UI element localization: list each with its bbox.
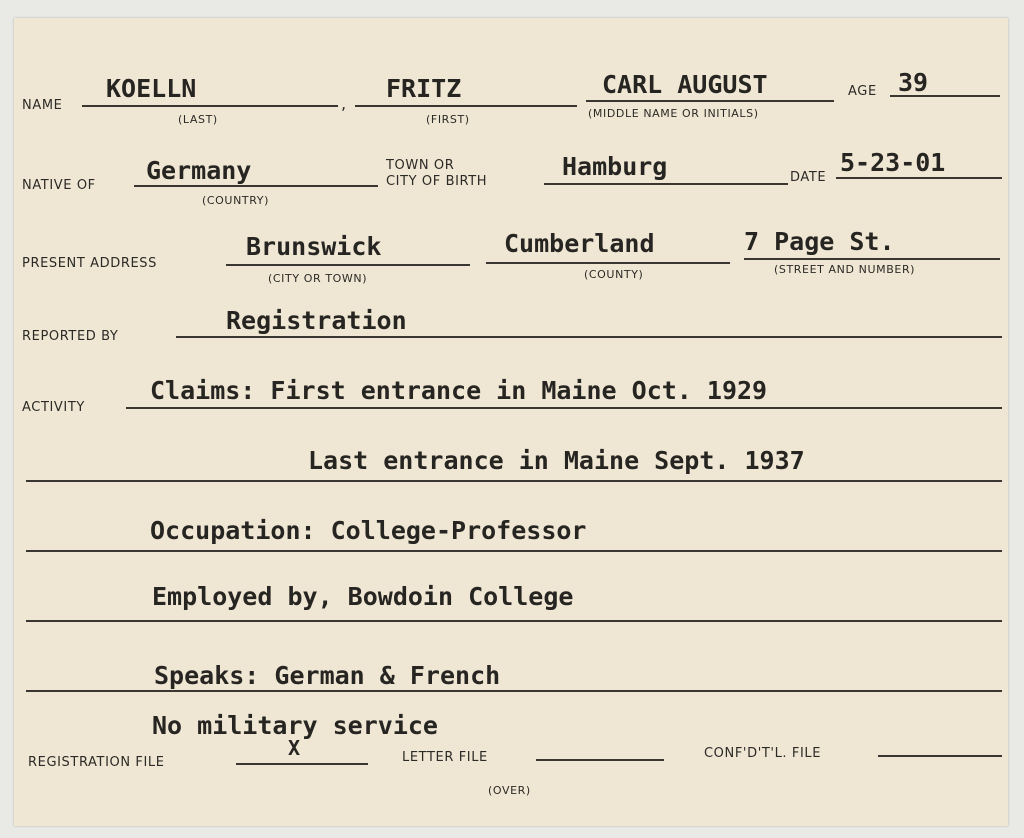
activity-line-1 — [126, 407, 1002, 409]
name-middle-line — [586, 100, 834, 102]
confidential-file-label: CONF'D'T'L. FILE — [704, 746, 822, 761]
registration-file-mark: X — [288, 736, 301, 760]
county-line — [486, 262, 730, 264]
name-comma: , — [341, 94, 347, 113]
over-note: (OVER) — [488, 784, 531, 797]
activity-line-3 — [26, 550, 1002, 552]
name-last-value: KOELLN — [106, 74, 197, 103]
city-value: Brunswick — [246, 232, 382, 261]
name-middle-sublabel: (MIDDLE NAME OR INITIALS) — [588, 107, 759, 120]
age-value: 39 — [898, 68, 929, 97]
street-sublabel: (STREET AND NUMBER) — [774, 263, 916, 276]
name-first-sublabel: (FIRST) — [426, 113, 470, 126]
county-sublabel: (COUNTY) — [584, 268, 644, 281]
town-value: Hamburg — [562, 152, 668, 181]
reported-by-value: Registration — [226, 306, 407, 335]
country-line — [134, 185, 378, 187]
age-label: AGE — [848, 84, 877, 99]
name-first-line — [355, 105, 577, 107]
activity-label: ACTIVITY — [22, 400, 85, 415]
country-value: Germany — [146, 156, 252, 185]
city-sublabel: (CITY OR TOWN) — [268, 272, 368, 285]
date-value: 5-23-01 — [840, 148, 946, 177]
letter-file-label: LETTER FILE — [402, 750, 488, 765]
activity-text-1: Claims: First entrance in Maine Oct. 1929 — [150, 376, 768, 405]
county-value: Cumberland — [504, 229, 655, 258]
name-label: NAME — [22, 98, 63, 113]
name-middle-value: CARL AUGUST — [602, 70, 768, 99]
city-line — [226, 264, 470, 266]
registration-file-label: REGISTRATION FILE — [28, 755, 165, 770]
present-address-label: PRESENT ADDRESS — [22, 256, 158, 271]
name-last-sublabel: (LAST) — [178, 113, 218, 126]
letter-file-line — [536, 759, 664, 761]
reported-by-label: REPORTED BY — [22, 329, 119, 344]
activity-text-2: Last entrance in Maine Sept. 1937 — [308, 446, 805, 475]
name-first-value: FRITZ — [386, 74, 462, 103]
activity-line-2 — [26, 480, 1002, 482]
activity-text-5: Speaks: German & French — [154, 661, 501, 690]
town-line — [544, 183, 788, 185]
activity-text-6: No military service — [152, 711, 438, 740]
street-value: 7 Page St. — [744, 227, 895, 256]
native-of-label: NATIVE OF — [22, 178, 96, 193]
confidential-file-line — [878, 755, 1002, 757]
date-label: DATE — [790, 170, 827, 185]
town-label-1: TOWN OR — [386, 158, 455, 173]
activity-line-5 — [26, 690, 1002, 692]
country-sublabel: (COUNTRY) — [202, 194, 269, 207]
activity-text-3: Occupation: College-Professor — [150, 516, 587, 545]
registration-card — [14, 18, 1008, 826]
name-last-line — [82, 105, 338, 107]
town-label-2: CITY OF BIRTH — [386, 174, 488, 189]
activity-text-4: Employed by, Bowdoin College — [152, 582, 574, 611]
registration-file-line — [236, 763, 368, 765]
activity-line-4 — [26, 620, 1002, 622]
reported-by-line — [176, 336, 1002, 338]
street-line — [744, 258, 1000, 260]
date-line — [836, 177, 1002, 179]
